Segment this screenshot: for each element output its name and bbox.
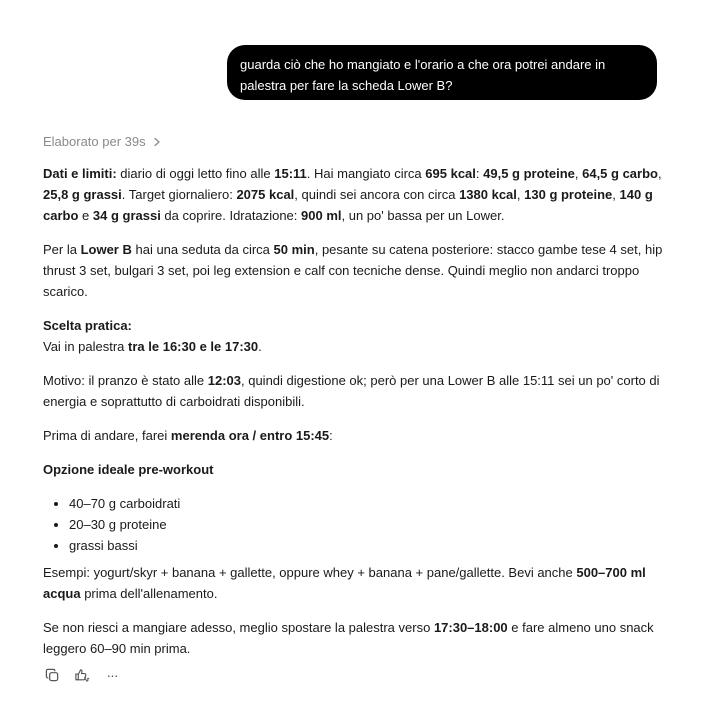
- list-item: • 20–30 g proteine: [69, 514, 663, 535]
- text: Vai in palestra: [43, 339, 129, 354]
- paragraph-practical-choice: [43, 315, 663, 357]
- bold-text: 64,5 g carbo: [582, 166, 658, 181]
- user-message-line-1: guarda ciò che ho mangiato e l'orario a che ora potrei andare in: [240, 57, 606, 72]
- paragraph-fallback: [43, 617, 663, 659]
- bold-text: merenda ora / entro 15:45: [170, 428, 330, 443]
- paragraph-snack-timing: [43, 425, 663, 446]
- bold-text: 2075 kcal: [236, 187, 295, 202]
- bold-text: 25,8 g grassi: [43, 187, 122, 202]
- text: :: [329, 428, 333, 443]
- list-item: • 40–70 g carboidrati: [69, 493, 663, 514]
- thinking-toggle[interactable]: [43, 133, 162, 151]
- bold-text: Dati e limiti:: [43, 166, 117, 181]
- text: Motivo: il pranzo è stato alle: [43, 373, 208, 388]
- thumbs-feedback-icon: [74, 667, 91, 684]
- text: , un po' bassa per un Lower.: [341, 208, 505, 223]
- list-item: • grassi bassi: [69, 535, 663, 556]
- bold-text: 140 g carbo: [43, 187, 653, 223]
- text: diario di oggi letto fino alle: [116, 166, 275, 181]
- thinking-label: Elaborato per 39s: [43, 134, 146, 149]
- paragraph-examples: [43, 562, 663, 604]
- text: ,: [657, 166, 662, 181]
- text: Per la: [43, 242, 81, 257]
- copy-icon: [45, 668, 60, 683]
- bold-text: 17:30–18:00: [433, 620, 508, 635]
- text: e fare almeno uno snack leggero 60–90 min prima.: [43, 620, 654, 656]
- bold-text: 130 g proteine: [524, 187, 613, 202]
- bold-text: 49,5 g proteine: [483, 166, 575, 181]
- paragraph-lower-b: [43, 239, 663, 302]
- text: Se non riesci a mangiare adesso, meglio spostare la palestra verso: [43, 620, 434, 635]
- message-actions: [43, 666, 121, 684]
- text: e: [78, 208, 93, 223]
- bold-text: Lower B: [80, 242, 132, 257]
- user-message-bubble: [227, 45, 657, 100]
- preworkout-heading: Opzione ideale pre-workout: [43, 462, 214, 477]
- paragraph-preworkout-heading: [43, 459, 663, 480]
- bold-text: 50 min: [273, 242, 315, 257]
- text: . Target giornaliero:: [121, 187, 237, 202]
- text: . Hai mangiato circa: [306, 166, 426, 181]
- text: hai una seduta da circa: [131, 242, 274, 257]
- text: :: [475, 166, 484, 181]
- paragraph-data-limits: [43, 163, 663, 226]
- paragraph-reason: [43, 370, 663, 412]
- text: ,: [574, 166, 583, 181]
- bold-text: 695 kcal: [425, 166, 476, 181]
- more-label: ···: [106, 667, 118, 683]
- more-options-button[interactable]: [103, 666, 121, 684]
- chevron-right-icon: [152, 137, 162, 147]
- bold-text: 900 ml: [301, 208, 342, 223]
- text: , quindi sei ancora con circa: [294, 187, 460, 202]
- bold-text: 500–700 ml acqua: [43, 565, 646, 601]
- feedback-button[interactable]: [73, 666, 91, 684]
- practical-choice-heading: Scelta pratica:: [43, 318, 132, 333]
- text: , quindi digestione ok; però per una Lower B alle 15:11 sei un po' corto di energia e soprattutto di carboidrati disponibili.: [43, 373, 660, 409]
- text: da coprire. Idratazione:: [160, 208, 302, 223]
- text: Esempi: yogurt/skyr + banana + gallette, oppure whey + banana + pane/gallette. Bevi anche: [43, 565, 577, 580]
- user-message-line-2: palestra per fare la scheda Lower B?: [240, 78, 453, 93]
- bold-text: 34 g grassi: [92, 208, 161, 223]
- text: Prima di andare, farei: [43, 428, 171, 443]
- text: prima dell'allenamento.: [80, 586, 218, 601]
- bold-text: 12:03: [207, 373, 241, 388]
- assistant-response: [43, 163, 663, 672]
- text: ,: [612, 187, 620, 202]
- bold-text: tra le 16:30 e le 17:30: [128, 339, 259, 354]
- text: ,: [516, 187, 525, 202]
- preworkout-list: [43, 493, 663, 556]
- text: .: [258, 339, 262, 354]
- bold-text: 1380 kcal: [459, 187, 517, 202]
- bold-text: 15:11: [274, 166, 307, 181]
- copy-button[interactable]: [43, 666, 61, 684]
- text: , pesante su catena posteriore: stacco gambe tese 4 set, hip thrust 3 set, bulgari 3 set, poi leg extension e calf con tecniche dense. Quindi meglio non andarci troppo scarico.: [43, 242, 663, 299]
